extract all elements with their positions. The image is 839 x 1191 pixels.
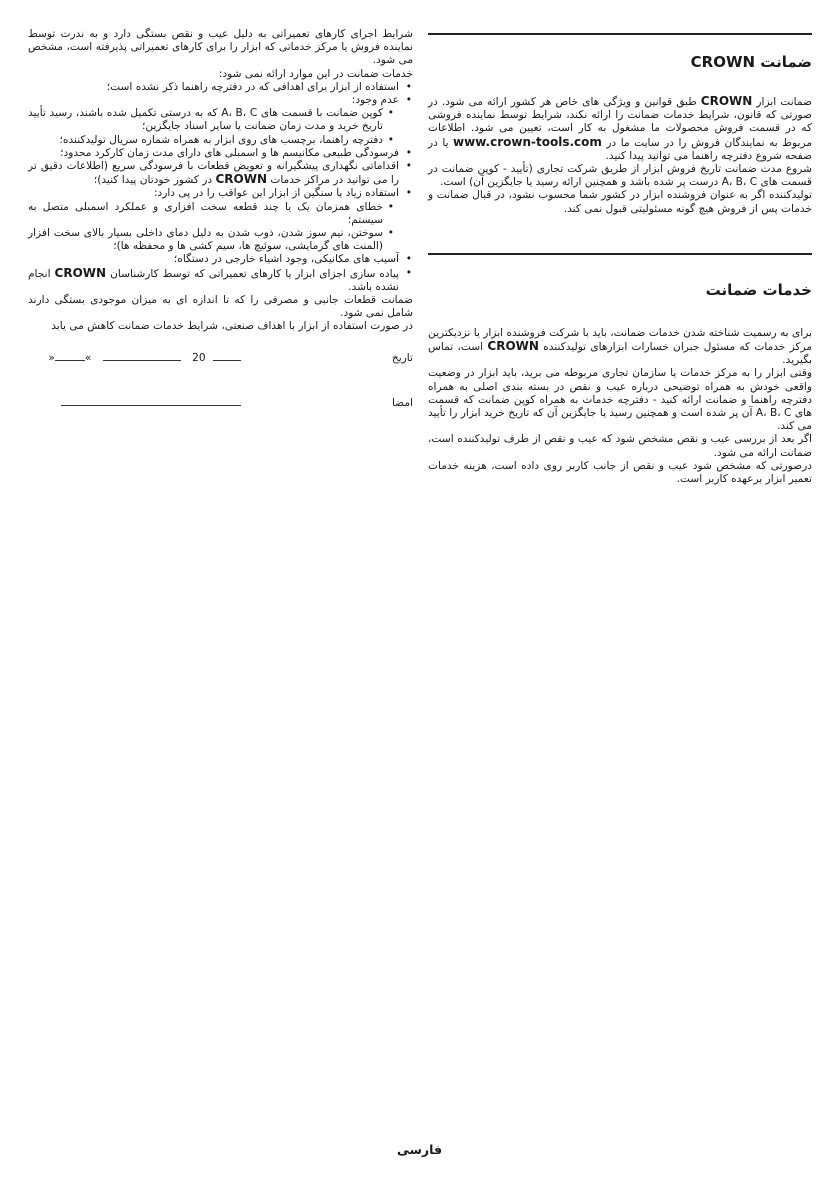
list-item: • فرسودگی طبیعی مکانیسم ها و اسمبلی های دارای مدت زمان کارکرد محدود؛ [28,147,413,160]
closing-paragraph: در صورت استفاده از ابزار با اهداف صنعتی، شرایط خدمات ضمانت کاهش می یابد [51,320,413,333]
exclusions-list [28,81,413,294]
emphasis-text: CROWN [487,339,539,354]
date-field[interactable] [48,348,241,365]
warranty-heading: ضمانت CROWN [690,53,812,71]
list-item: • عدم وجود: [28,94,413,107]
paragraph: برای به رسمیت شناخته شدن خدمات ضمانت، باید با شرکت فروشنده ابزار یا نزدیکترین مرکز خدمات که مسئول جبران خسارات ابزارهای تولیدکننده CROWN است، تماس بگیرید. [428,326,812,367]
date-day-close-quote: » [48,351,55,364]
sub-list-item: • سوختن، نیم سوز شدن، ذوب شدن به دلیل دمای داخلی بسیار بالای سخت افزار (المنت های گرمایشی، سوئیچ ها، سیم کشی ها و محفظه ها)؛ [28,227,395,253]
right-column [428,28,812,486]
sub-list-item: • خطای همزمان یک یا چند قطعه سخت افزاری و عملکرد اسمبلی متصل به سیستم؛ [28,201,395,227]
date-month-blank[interactable] [103,348,181,361]
date-row [28,348,413,365]
paragraph: تولیدکننده اگر به عنوان فروشنده ابزار در کشور شما محسوب نشود، در قبال ضمانت و خدمات پس از فروش هیچ گونه مسئولیتی قبول نمی کند. [428,189,812,215]
paragraph: شروع مدت ضمانت تاریخ فروش ابزار از طریق شرکت تجاری (تأیید - کوپن ضمانت در قسمت های A، B، C درست پر شده باشد و همچنین ارائه رسید یا جایگزین آن) است. [428,163,812,189]
page-footer-language: فارسی [396,1142,442,1157]
sub-list-item: • دفترچه راهنما، برچسب های روی ابزار به همراه شماره سریال تولیدکننده؛ [28,134,395,147]
warranty-text [428,95,812,216]
list-item: • استفاده زیاد یا سنگین از ابزار این عواقب را در پی دارد: [28,187,413,200]
signature-row [28,393,413,410]
service-heading: خدمات ضمانت [705,280,812,299]
section-divider [428,253,812,255]
emphasis-text: CROWN [54,265,107,280]
date-day-blank[interactable] [55,348,85,361]
signature-field[interactable] [61,393,241,410]
date-year-blank[interactable] [213,348,241,361]
date-label: تاریخ [391,351,413,364]
section-divider [428,33,812,35]
signature-blank[interactable] [61,393,241,406]
paragraph: ضمانت ابزار CROWN طبق قوانین و ویژگی های خاص هر کشور ارائه می شود. در صورتی که قانون، شرایط خدمات ضمانت را ارائه نکند، شرایط توسط نماینده فروشی که در قسمت فروش محصولات ما مشغول به کار است، تعیین می شود. اطلاعات مربوط به نمایندگان فروش را در سایت ما در www.crown-tools.com یا در صفحه شروع دفترچه راهنما می توانید پیدا کنید. [428,94,812,162]
paragraph: اگر بعد از بررسی عیب و نقص مشخص شود که عیب و نقص از طرف تولیدکننده است، ضمانت ارائه می شود. [428,433,812,459]
paragraph: درصورتی که مشخص شود عیب و نقص از جانب کاربر روی داده است، هزینه خدمات تعمیر ابزار برعهده کاربر است. [428,459,812,486]
emphasis-text: www.crown-tools.com [453,134,602,149]
list-item: • آسیب های مکانیکی، وجود اشیاء خارجی در دستگاه؛ [28,253,413,266]
signature-label: امضا [391,396,413,409]
service-text [428,327,812,486]
date-year-prefix: 20 [192,351,206,364]
intro-paragraph: شرایط اجرای کارهای تعمیراتی به دلیل عیب و نقص بستگی دارد و به ندرت توسط نماینده فروش یا مرکز خدماتی که ابزار را برای کارهای تعمیراتی پذیرفته است، مشخص می شود. [28,28,413,67]
list-item: • پیاده سازی اجزای ابزار یا کارهای تعمیراتی که توسط کارشناسان CROWN انجام نشده باشد. [28,267,413,294]
sub-list-item: • کوپن ضمانت با قسمت های A، B، C که به درستی تکمیل شده باشند، رسید تأیید تاریخ خرید و مدت زمان ضمانت یا سایر اسناد جایگزین؛ [28,107,395,133]
date-day-open-quote: « [84,351,92,364]
emphasis-text: CROWN [215,172,267,187]
list-item: • استفاده از ابزار برای اهدافی که در دفترچه راهنما ذکر نشده است؛ [28,81,413,94]
closing-paragraph: ضمانت قطعات جانبی و مصرفی را که تا اندازه ای به میزان موجودی بستگی دارند شامل نمی شود. [28,294,413,320]
left-column [28,28,413,410]
list-item: • اقداماتی نگهداری پیشگیرانه و تعویض قطعات با فرسودگی سریع (اطلاعات دقیق تر را می توانید در مراکز خدمات CROWN در کشور خودتان پیدا کنید)؛ [28,160,413,187]
paragraph: وقتی ابزار را به مرکز خدمات یا سازمان تجاری مربوطه می برید، باید ابزار در وضعیت واقعی خودش به همراه توضیحی درباره عیب و نقص در بسته بندی اصلی به همراه دفترچه راهنما و ضمانت ارائه کنید - دفترچه خدمات به همراه کوپن ضمانت که قسمت های A، B، C آن پر شده است و همچنین رسید یا جایگزین آن که تاریخ خرید ابزار را تأیید می کند. [428,367,812,433]
not-provided-intro: خدمات ضمانت در این موارد ارائه نمی شود: [218,67,413,80]
emphasis-text: CROWN [700,94,753,108]
